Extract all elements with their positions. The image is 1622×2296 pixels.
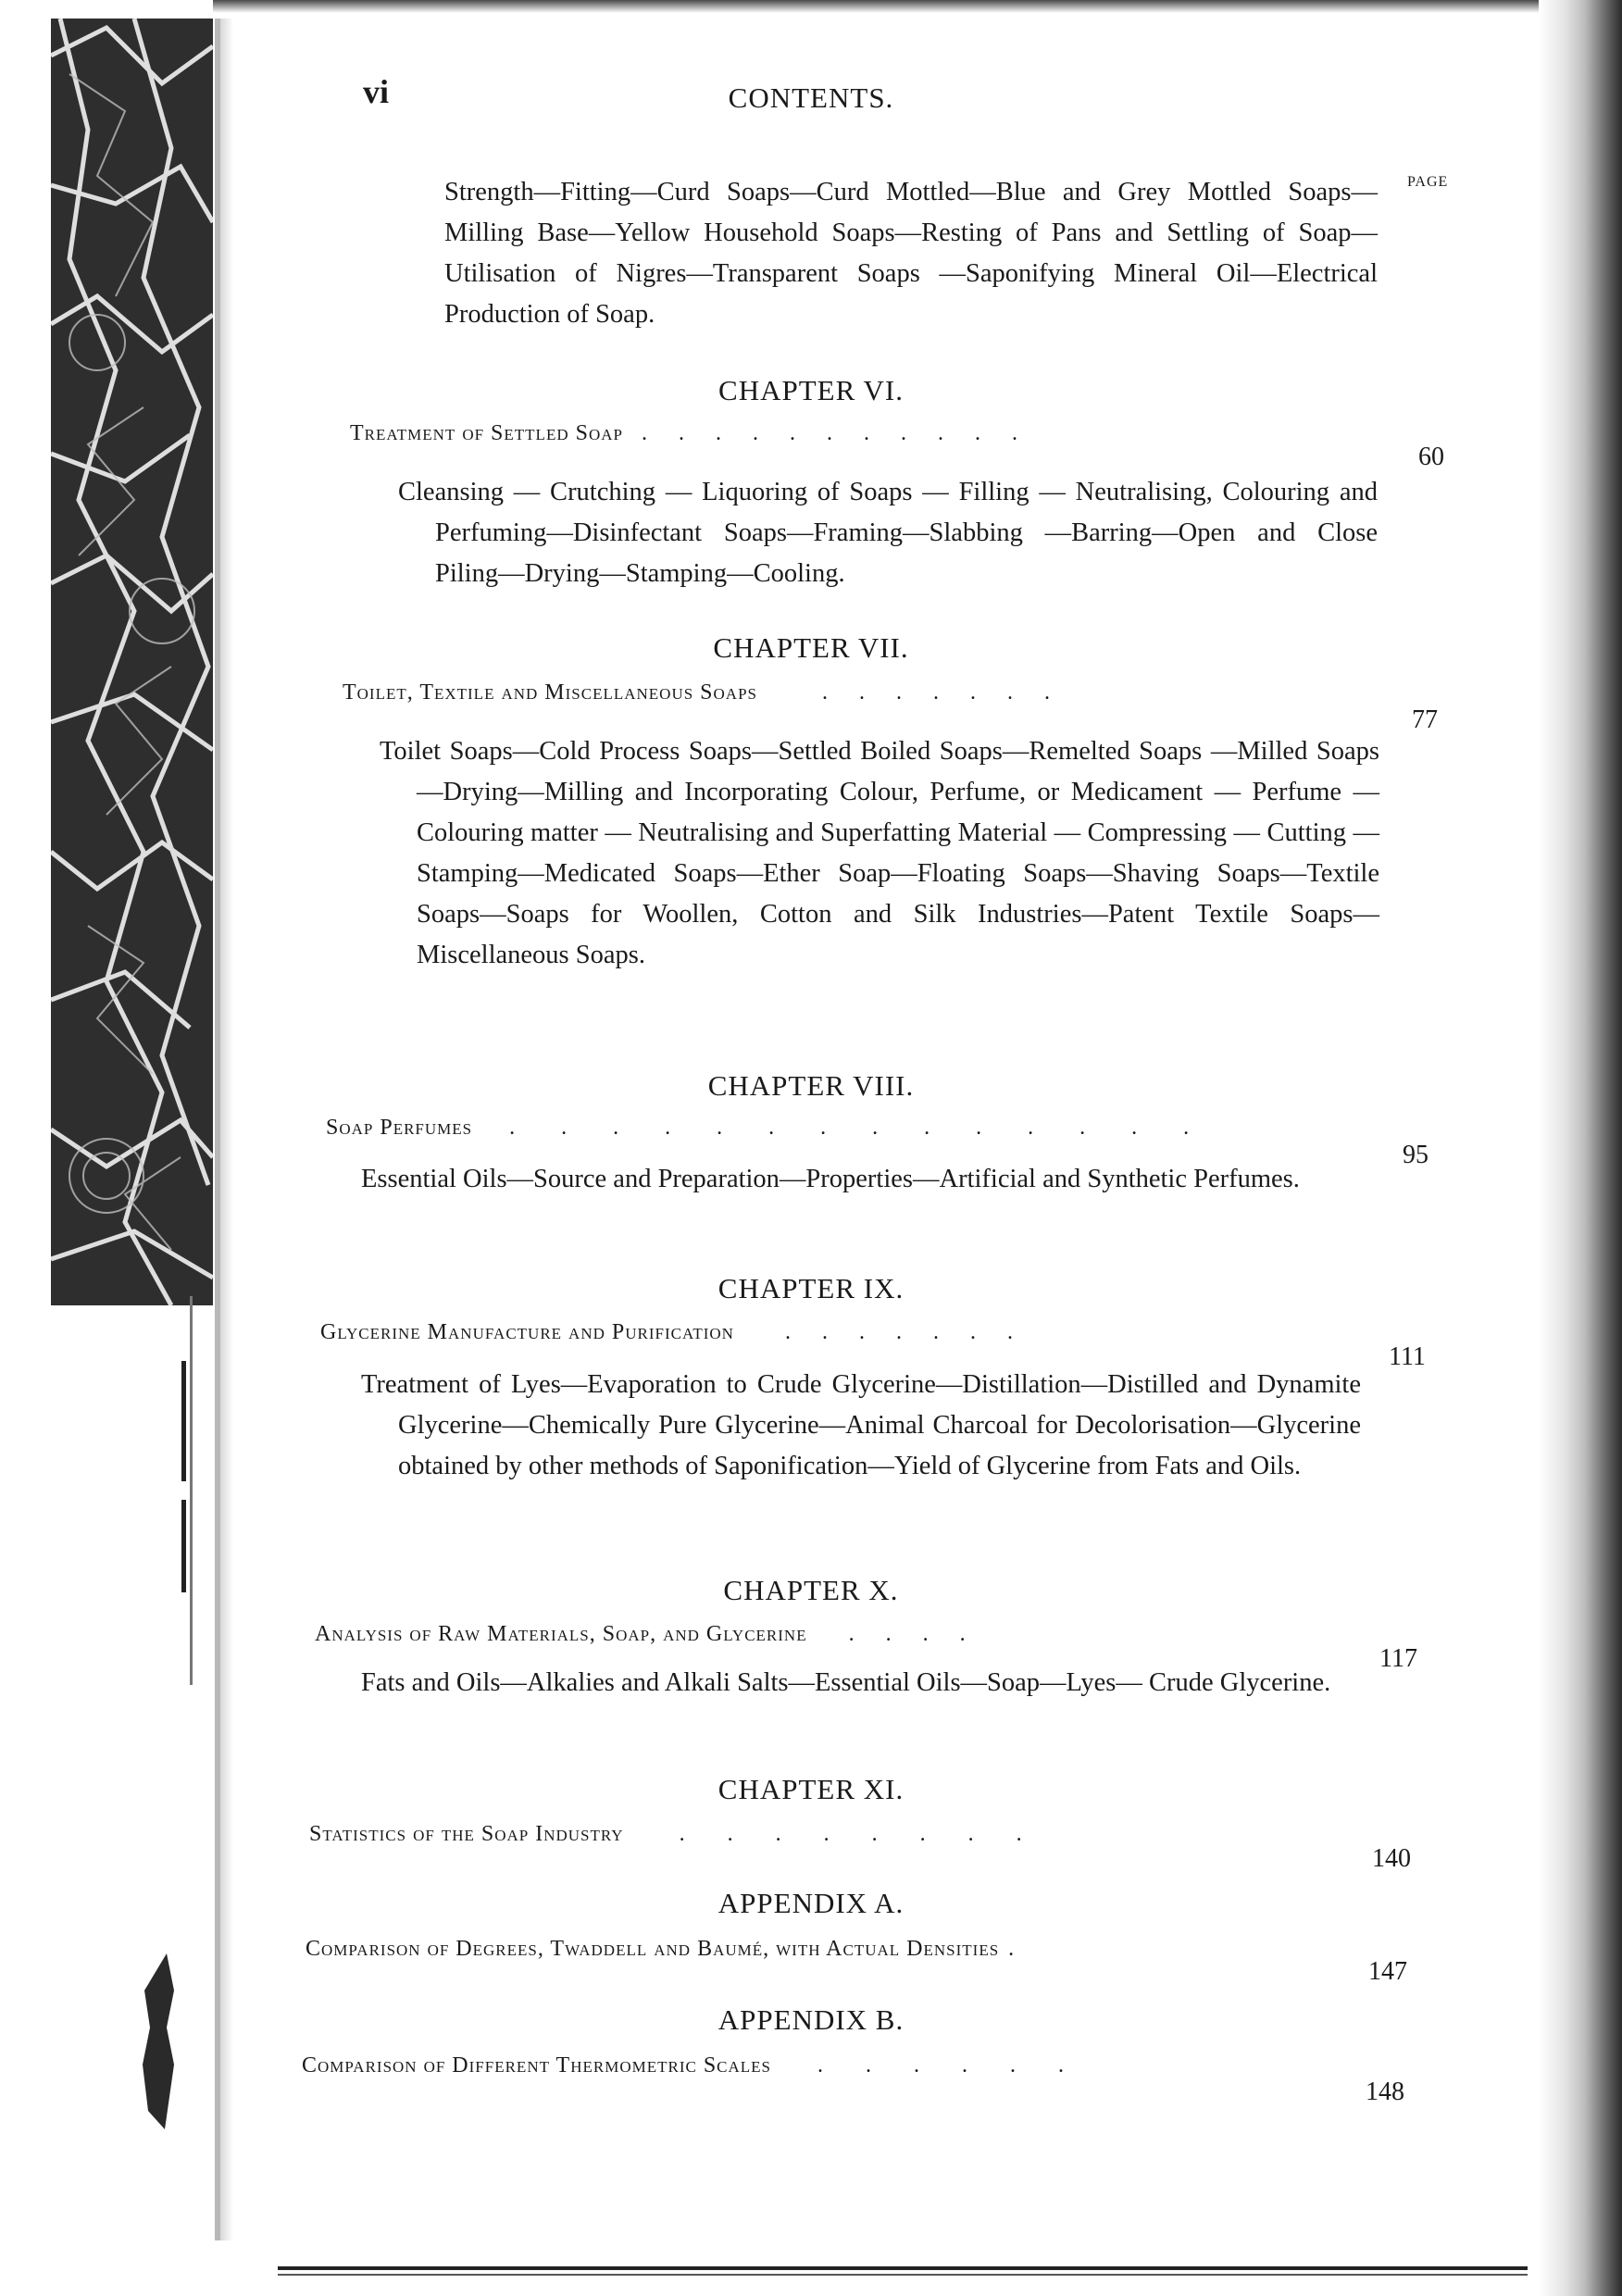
entry-title: Comparison of Different Thermometric Scales [302,2053,772,2078]
chapter-heading: CHAPTER VII. [713,631,909,664]
leader-dots: . . . . . . . . . . . [641,421,1030,445]
appendix-heading: APPENDIX B. [717,2003,905,2036]
toc-entry-description: Treatment of Lyes—Evaporation to Crude Glycerine—Distillation—Distilled and Dynamite Glycerine—Chemically Pure Glycerine—Animal Charcoal for Decolorisation—Glycerine obtained by other methods of Saponification—Yield of Glycerine from Fats and Oils. [361,1370,1361,1480]
entry-title: Comparison of Degrees, Twaddell and Baumé, with Actual Densities [306,1937,1000,1961]
toc-entry-title [326,1116,1209,1141]
bottom-rule [278,2274,1528,2276]
entry-title: Treatment of Settled Soap [350,421,623,445]
page-column-label: PAGE [1407,174,1449,190]
leader-dots: . . . . . . . . [679,1822,1041,1846]
toc-entry-page: 77 [1412,705,1438,734]
entry-title: Glycerine Manufacture and Purification [320,1320,734,1344]
leader-dots: . . . . [848,1622,979,1646]
page-number: vi [363,73,390,110]
toc-entry-title [302,2053,1082,2078]
toc-entry-page: 117 [1379,1644,1417,1673]
entry-title: Toilet, Textile and Miscellaneous Soaps [343,680,757,705]
toc-entry-page: 147 [1368,1957,1407,1986]
chapter-heading: CHAPTER X. [723,1574,899,1606]
entry-title: Analysis of Raw Materials, Soap, and Glycerine [315,1622,807,1646]
toc-entry-description: Cleansing — Crutching — Liquoring of Soaps — Filling — Neutralising, Colouring and Perfuming—Disinfectant Soaps—Framing—Slabbing —Barring—Open and Close Piling—Drying—Stamping—Cooling. [398,478,1378,588]
carryover-description: Strength—Fitting—Curd Soaps—Curd Mottled—Blue and Grey Mottled Soaps—Milling Base—Yellow Household Soaps—Resting of Pans and Settling of Soap—Utilisation of Nigres—Transparent Soaps —Saponifying Mineral Oil—Electrical Production of Soap. [444,178,1378,329]
toc-entry-title [350,421,1030,446]
toc-entry-description: Toilet Soaps—Cold Process Soaps—Settled Boiled Soaps—Remelted Soaps —Milled Soaps—Drying—Milling and Incorporating Colour, Perfume, or Medicament — Perfume — Colouring matter — Neutralising and Superfatting Material — Compressing — Cutting — Stamping—Medicated Soaps—Ether Soap—Floating Soaps—Shaving Soaps—Textile Soaps—Soaps for Woollen, Cotton and Silk Industries—Patent Textile Soaps—Miscellaneous Soaps. [380,737,1379,969]
leader-dots: . . . . . . . . . . . . . . [509,1116,1210,1140]
toc-entry-description: Fats and Oils—Alkalies and Alkali Salts—Essential Oils—Soap—Lyes— Crude Glycerine. [361,1668,1331,1697]
toc-entry-title [343,680,1063,705]
toc-entry-page: 111 [1389,1342,1426,1371]
chapter-heading: CHAPTER XI. [717,1773,905,1805]
toc-entry-page: 60 [1418,443,1444,471]
chapter-heading: CHAPTER VIII. [707,1069,915,1102]
binding-clip-mark [139,1953,176,2129]
leader-dots: . [1008,1937,1028,1961]
toc-entry-page: 95 [1403,1141,1429,1169]
entry-title: Statistics of the Soap Industry [309,1822,624,1846]
leader-dots: . . . . . . . [822,680,1063,705]
chapter-heading: CHAPTER VI. [718,374,904,406]
page-right-edge [1539,0,1622,2296]
page-top-edge [213,0,1546,13]
toc-entry-title [315,1622,979,1647]
running-head: CONTENTS. [728,81,894,114]
toc-entry-page: 148 [1366,2078,1404,2106]
leader-dots: . . . . . . [817,2053,1083,2078]
scan-mark [190,1296,193,1685]
appendix-heading: APPENDIX A. [717,1887,905,1919]
scan-mark [181,1361,186,1481]
chapter-heading: CHAPTER IX. [717,1272,905,1304]
toc-entry-description: Essential Oils—Source and Preparation—Properties—Artificial and Synthetic Perfumes. [361,1165,1300,1193]
toc-entry-title [306,1937,1027,1962]
bottom-rule [278,2266,1528,2270]
leader-dots: . . . . . . . [784,1320,1026,1344]
toc-entry-title [309,1822,1041,1847]
toc-entry-page: 140 [1372,1844,1411,1873]
entry-title: Soap Perfumes [326,1116,473,1140]
toc-entry-title [320,1320,1026,1345]
